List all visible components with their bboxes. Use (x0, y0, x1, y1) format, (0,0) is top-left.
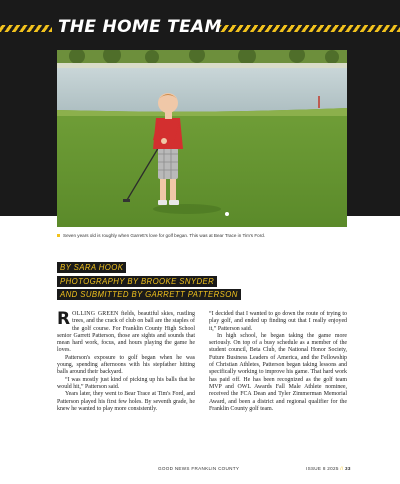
hazard-stripe-left (0, 25, 52, 32)
byline-submitter: AND SUBMITTED BY GARRETT PATTERSON (57, 289, 241, 300)
article-body (57, 311, 347, 413)
hazard-stripe-right (218, 25, 400, 32)
article-photo (57, 50, 347, 227)
byline-writer: BY SARA HOOK (57, 262, 126, 273)
article-paragraph: Years later, they went to Bear Trace at Tim's Ford, and Patterson played his first few holes. By seventh grade, he knew he wanted to play more consistently. (57, 391, 195, 412)
article-paragraph: “I decided that I wanted to go down the route of trying to play golf, and ended up finding out that I really enjoyed it,” Patterson said. (209, 311, 347, 332)
article-column-right (209, 311, 347, 413)
footer-issue: ISSUE 8 2025 (306, 466, 339, 471)
byline-photographer: PHOTOGRAPHY BY BROOKE SNYDER (57, 276, 217, 287)
article-lead-paragraph (57, 311, 195, 355)
caption-text: Seven years old is roughly when Garrett's love for golf began. This was at Bear Trace in Tim's Ford. (63, 233, 266, 238)
page-number: 33 (345, 466, 351, 471)
page-title: THE HOME TEAM (58, 17, 222, 37)
article-paragraph: “I was mostly just kind of picking up his balls that he would hit,” Patterson said. (57, 376, 195, 390)
footer-separator: // (340, 466, 344, 471)
lead-text: fields, beautiful skies, rustling trees, and the crack of club on ball are the staples of the golf course. For Franklin County High School senior Garrett Patterson, those are sights and sounds that mean hard work, focus, and hours playing the game he loves. (57, 311, 196, 354)
byline-block (57, 262, 241, 303)
photo-caption (57, 233, 357, 238)
article-paragraph: In high school, he began taking the game more seriously. On top of a busy schedule as a member of the student council, Beta Club, the National Honor Society, Future Business Leaders of America, and the Fellowship of Christian Athletes, Patterson began taking lessons and specifically working to improve his game. That hard work has paid off. He has been recognized as the golf team MVP and OWL Awards Fall Male Athlete nominee, received the FCA Dean and Tyler Zimmerman Memorial Award, and been a district and regional qualifier for the Franklin County golf team. (209, 332, 347, 412)
article-column-left (57, 311, 195, 413)
drop-cap: R (57, 309, 71, 329)
footer-page-info (306, 466, 351, 471)
golf-photo-illustration (57, 50, 347, 227)
article-paragraph: Patterson's exposure to golf began when he was young, spending afternoons with his stepfather hitting balls around their backyard. (57, 354, 195, 376)
caption-bullet (57, 234, 60, 237)
lead-smallcaps: OLLING GREEN (72, 311, 119, 317)
footer-publication: GOOD NEWS FRANKLIN COUNTY (158, 466, 240, 471)
